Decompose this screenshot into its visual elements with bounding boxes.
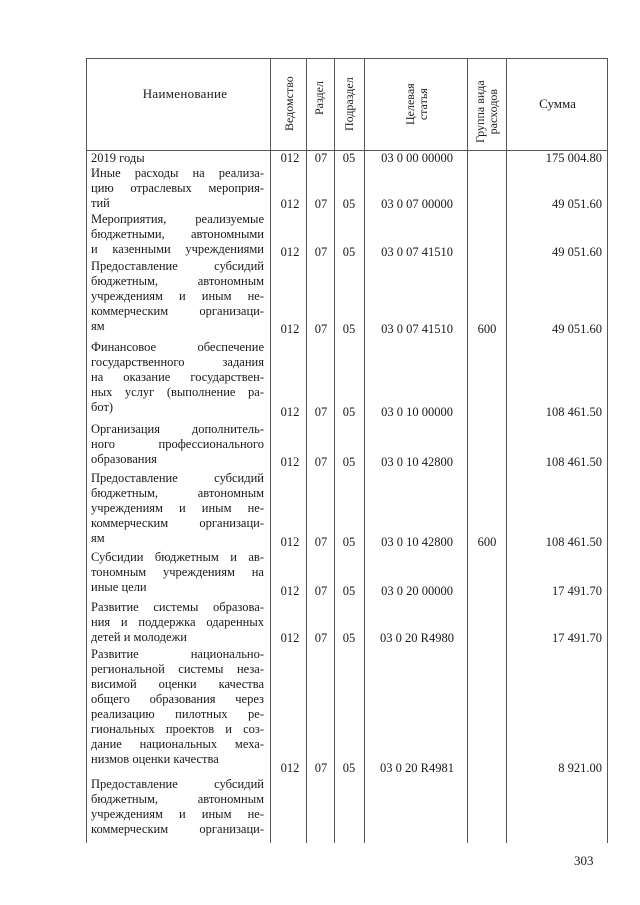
row-razdel: 07 (314, 197, 328, 211)
row-sum: 108 461.50 (545, 455, 602, 469)
row-podrazdel: 05 (342, 535, 356, 549)
row-name: Иные расходы на реализа- цию отраслевых мероприя- тий (91, 166, 264, 210)
row-razdel: 07 (314, 761, 328, 775)
row-article: 03 0 10 42800 (381, 455, 453, 469)
col-border-razdel (334, 58, 335, 843)
row-sum: 175 004.80 (545, 151, 602, 165)
col-border-group (506, 58, 507, 843)
row-razdel: 07 (314, 455, 328, 469)
col-border-ved (306, 58, 307, 843)
row-podrazdel: 05 (342, 584, 356, 598)
row-sum: 108 461.50 (545, 405, 602, 419)
row-razdel: 07 (314, 151, 328, 165)
row-razdel: 07 (314, 245, 328, 259)
row-podrazdel: 05 (342, 322, 356, 336)
header-expense-group: Группа вида расходов (473, 80, 500, 143)
row-name: Развитие системы образова- ния и поддержка одаренных детей и молодежи (91, 600, 264, 644)
header-sum: Сумма (539, 96, 576, 111)
row-group: 600 (477, 535, 497, 549)
row-group: 600 (477, 322, 497, 336)
row-razdel: 07 (314, 535, 328, 549)
row-vedomstvo: 012 (280, 584, 300, 598)
row-sum: 8 921.00 (558, 761, 602, 775)
col-border-left (86, 58, 87, 843)
row-article: 03 0 10 00000 (381, 405, 453, 419)
row-article: 03 0 00 00000 (381, 151, 453, 165)
row-vedomstvo: 012 (280, 405, 300, 419)
row-sum: 17 491.70 (552, 584, 602, 598)
row-podrazdel: 05 (342, 245, 356, 259)
row-sum: 17 491.70 (552, 631, 602, 645)
col-border-name (270, 58, 271, 843)
row-name: Развитие национально- региональной системы неза- висимой оценки качества общего образования через реализацию пилотных ре- гиональных проектов и соз- дание национальных меха- низмов оценки качества (91, 647, 264, 766)
row-article: 03 0 10 42800 (381, 535, 453, 549)
col-border-right (607, 58, 608, 843)
row-vedomstvo: 012 (280, 455, 300, 469)
row-razdel: 07 (314, 584, 328, 598)
row-sum: 49 051.60 (552, 197, 602, 211)
row-vedomstvo: 012 (280, 245, 300, 259)
row-name: Финансовое обеспечение государственного задания на оказание государствен- ных услуг (выполнение ра- бот) (91, 340, 264, 414)
row-vedomstvo: 012 (280, 535, 300, 549)
header-razdel: Раздел (312, 81, 326, 115)
row-vedomstvo: 012 (280, 151, 300, 165)
row-podrazdel: 05 (342, 455, 356, 469)
row-article: 03 0 20 R4980 (380, 631, 454, 645)
row-razdel: 07 (314, 322, 328, 336)
header-name: Наименование (142, 86, 228, 101)
row-name: Организация дополнитель- ного профессионального образования (91, 422, 264, 466)
row-vedomstvo: 012 (280, 322, 300, 336)
col-border-article (467, 58, 468, 843)
row-vedomstvo: 012 (280, 197, 300, 211)
row-vedomstvo: 012 (280, 631, 300, 645)
row-name: 2019 годы (91, 151, 145, 165)
header-vedomstvo: Ведомство (282, 76, 296, 131)
col-border-podrazdel (364, 58, 365, 843)
row-sum: 49 051.60 (552, 322, 602, 336)
row-name: Субсидии бюджетным и ав- тономным учреждениям на иные цели (91, 550, 264, 594)
row-article: 03 0 07 00000 (381, 197, 453, 211)
row-name: Предоставление субсидий бюджетным, автономным учреждениям и иным не- коммерческим организаци- ям (91, 259, 264, 333)
row-sum: 108 461.50 (545, 535, 602, 549)
row-razdel: 07 (314, 405, 328, 419)
row-podrazdel: 05 (342, 151, 356, 165)
row-name: Мероприятия, реализуемые бюджетными, автономными и казенными учреждениями (91, 212, 264, 256)
table-top-border (86, 58, 608, 59)
row-name: Предоставление субсидий бюджетным, автономным учреждениям и иным не- коммерческим организаци- (91, 777, 264, 836)
row-podrazdel: 05 (342, 197, 356, 211)
row-article: 03 0 20 R4981 (380, 761, 454, 775)
row-article: 03 0 20 00000 (381, 584, 453, 598)
row-article: 03 0 07 41510 (381, 322, 453, 336)
row-vedomstvo: 012 (280, 761, 300, 775)
row-podrazdel: 05 (342, 631, 356, 645)
header-podrazdel: Подраздел (342, 77, 356, 131)
row-sum: 49 051.60 (552, 245, 602, 259)
row-podrazdel: 05 (342, 761, 356, 775)
row-name: Предоставление субсидий бюджетным, автономным учреждениям и иным не- коммерческим организаци- ям (91, 471, 264, 545)
header-target-article: Целевая статья (403, 83, 430, 125)
row-podrazdel: 05 (342, 405, 356, 419)
page-number: 303 (574, 853, 594, 868)
row-article: 03 0 07 41510 (381, 245, 453, 259)
row-razdel: 07 (314, 631, 328, 645)
